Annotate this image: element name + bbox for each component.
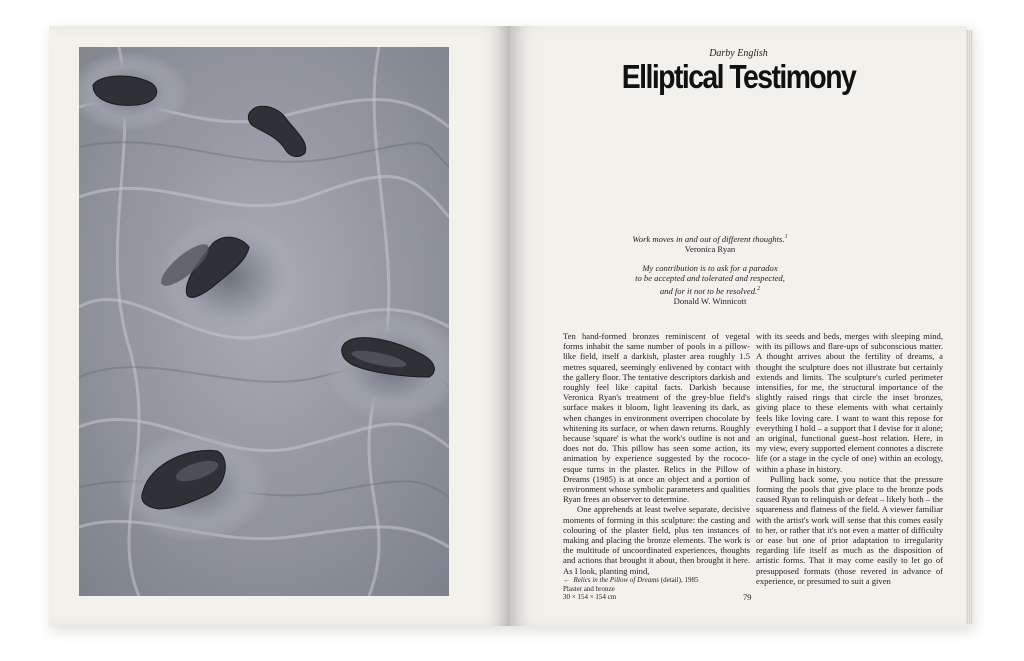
body-column-right xyxy=(756,331,943,586)
epigraph-quote: Work moves in and out of different thoughts.$^1$ xyxy=(632,233,788,244)
epigraph-attribution: Veronica Ryan xyxy=(684,244,736,255)
epigraph-attribution: Donald W. Winnicott xyxy=(673,295,747,306)
caption-title: Relics in the Pillow of Dreams xyxy=(573,576,659,584)
author-name: Darby English xyxy=(709,48,768,59)
page-number: 79 xyxy=(743,592,752,602)
caption-dimensions: 30 × 154 × 154 cm xyxy=(563,593,617,601)
figure-caption xyxy=(563,576,698,602)
body-paragraph: One apprehends at least twelve separate, decisive moments of forming in this sculpture: the casting and colouring of the plaster field, plus ten instances of making and placing the bronze elements. The work is the multitude of uncoordinated experiences, thoughts and actions that brought it about, then brought it here. As I look, planting mind, xyxy=(563,504,750,576)
body-paragraph: with its seeds and beds, merges with sleeping mind, with its pillows and flare-ups of subconscious matter. A thought arrives about the fertility of dreams, a thought the sculpture does not illustrate but certainly extends and limits. The sculpture's curled perimeter intensifies, for me, the structural importance of the slightly raised rings that circle the inset bronzes, giving place to these elements with what certainly feels like loving care. I want to want this repose for everything I hold – a support that I devise for it alone; an original, functional guest–host relation. Here, in my view, every supported element connotes a discrete life (or a stage in the cycle of one) within an ecology, within a phase in history. xyxy=(756,331,943,474)
body-paragraph: Ten hand-formed bronzes reminiscent of vegetal forms inhabit the same number of pools in a pillow-like field, itself a darkish, plaster area roughly 1.5 metres squared, seemingly enlivened by contact with the gallery floor. The tentative descriptors darkish and roughly feel like capital facts. Darkish because Veronica Ryan's treatment of the grey-blue field's surface makes it bloom, light leavening its dark, as when changes in environment overripen chocolate by whitening its surface, or when dawn returns. Roughly because 'square' is what the work's outline is not and does not do. This pillow has seen some action, its animation by experience suggested by the rococo-esque turns in the plaster. Relics in the Pillow of Dreams (1985) is at once an object and a portion of environment whose symbolic parameters and qualities Ryan frees an observer to determine. xyxy=(563,331,750,505)
caption-arrow: ← xyxy=(563,576,570,584)
article-title: Elliptical Testimony xyxy=(621,58,856,95)
body-paragraph: Pulling back some, you notice that the pressure forming the pools that give place to the bronze pods caused Ryan to relinquish or defeat – likely both – the squareness and flatness of the field. A viewer familiar with the artist's work will sense that this comes easily to her, or rather that it's not even a matter of difficulty or ease but one of prior adaptation to irregularity regarding life itself as much as the disposition of artistic forms. That it may come easily to let go of presupposed formats (those revered in advance of experience, or presumed to suit a given xyxy=(756,473,943,586)
caption-detail: (detail), 1985 xyxy=(660,576,699,584)
epigraph-quote-line: and for it not to be resolved.$^2$ xyxy=(659,285,761,296)
body-column-left xyxy=(563,331,750,576)
artwork-photo xyxy=(79,47,449,596)
caption-medium: Plaster and bronze xyxy=(563,584,615,593)
epigraphs xyxy=(590,232,830,306)
epigraph-quote-line: My contribution is to ask for a paradox xyxy=(642,263,778,274)
page-edges xyxy=(966,30,973,624)
epigraph-quote-line: to be accepted and tolerated and respected, xyxy=(635,273,785,284)
